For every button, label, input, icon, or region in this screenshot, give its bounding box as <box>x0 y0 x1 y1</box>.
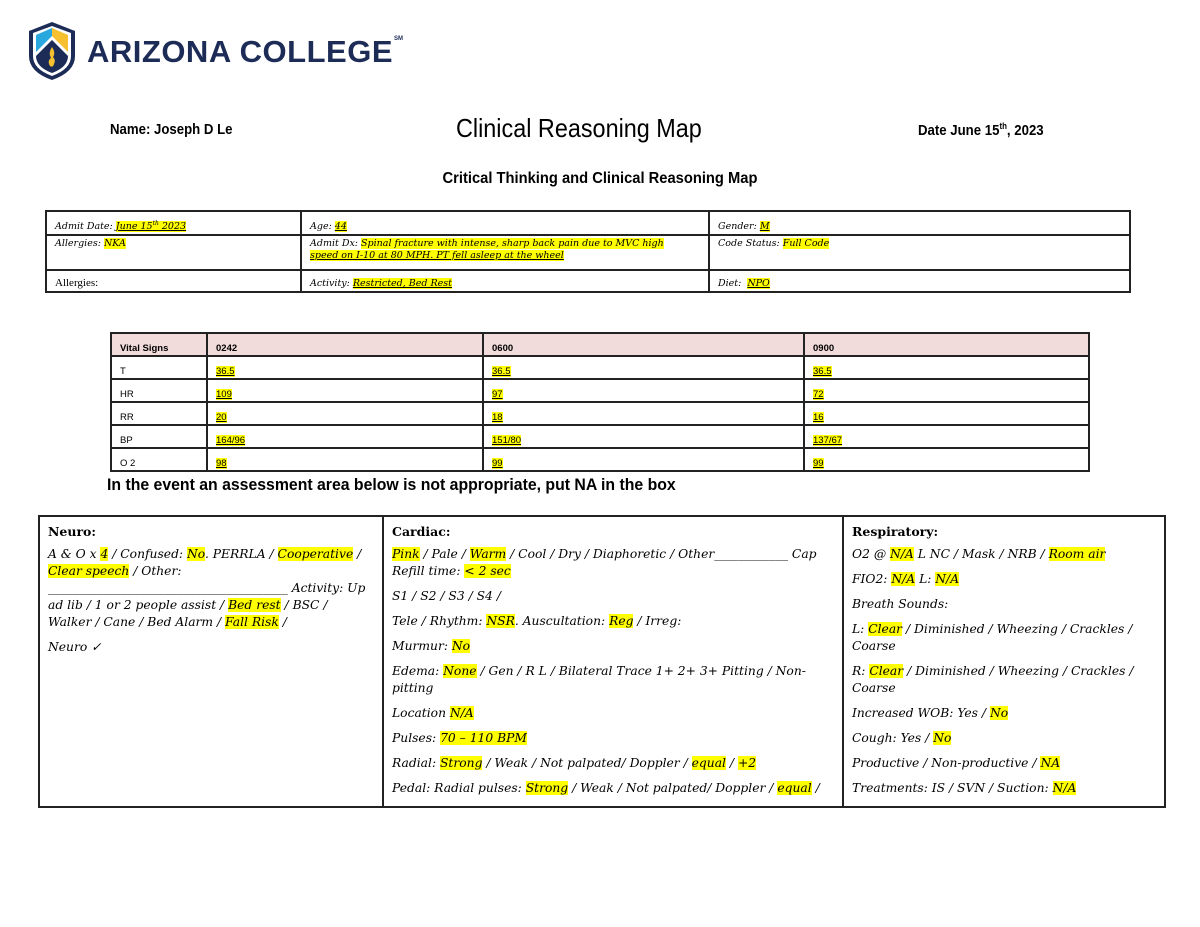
resp-cough: Cough: Yes / No <box>852 731 952 745</box>
shield-flame-icon <box>27 20 77 82</box>
vital-signs-table <box>110 332 1090 472</box>
neuro-details: A & O x 4 / Confused: No. PERRLA / Cooperative / Clear speech / Other: _______________________________________ Activity: Up ad lib / 1 or 2 people assist / Bed rest / BSC / Walker / Cane / Bed Alarm / Fall Risk / <box>48 547 366 629</box>
cardiac-section <box>383 516 843 807</box>
vitals-header-row <box>111 333 1089 356</box>
vitals-row-bp: BP 164/96 151/80 137/67 <box>111 425 1089 448</box>
cardiac-pedal: Pedal: Radial pulses: Strong / Weak / Not palpated/ Doppler / equal / <box>392 781 820 795</box>
patient-info-table <box>45 210 1131 293</box>
resp-right-lung: R: Clear / Diminished / Wheezing / Crackles / Coarse <box>852 664 1134 695</box>
neuro-check: Neuro ✓ <box>48 640 102 654</box>
respiratory-section <box>843 516 1165 807</box>
gender-cell: Gender: M <box>709 211 1130 235</box>
assessment-instructions: In the event an assessment area below is not appropriate, put NA in the box <box>107 475 676 494</box>
allergies-secondary-cell: Allergies: <box>46 270 301 292</box>
diet-cell: Diet: NPO <box>709 270 1130 292</box>
code-status-cell: Code Status: Full Code <box>709 235 1130 270</box>
admit-dx-cell: Admit Dx: Spinal fracture with intense, sharp back pain due to MVC high speed on I-10 at 80 MPH. PT fell asleep at the wheel <box>301 235 709 270</box>
cardiac-heart-sounds: S1 / S2 / S3 / S4 / <box>392 589 501 603</box>
vitals-row-temp: T 36.5 36.5 36.5 <box>111 356 1089 379</box>
assessment-table <box>38 515 1166 808</box>
admit-date-value: June 15th 2023 <box>115 219 187 232</box>
service-mark: SM <box>394 36 404 42</box>
vitals-header: Vital Signs <box>111 333 207 356</box>
resp-wob: Increased WOB: Yes / No <box>852 706 1009 720</box>
allergies-cell: Allergies: NKA <box>46 235 301 270</box>
resp-left-lung: L: Clear / Diminished / Wheezing / Crackles / Coarse <box>852 622 1133 653</box>
vital-label: HR <box>111 379 207 402</box>
college-name: ARIZONA COLLEGE <box>87 34 394 69</box>
cardiac-location: Location N/A <box>392 706 474 720</box>
cardiac-pulses: Pulses: 70 – 110 BPM <box>392 731 527 745</box>
cardiac-skin: Pink / Pale / Warm / Cool / Dry / Diaphoretic / Other____________ Cap Refill time: < 2 sec <box>392 547 817 578</box>
report-date: Date June 15th, 2023 <box>918 121 1044 139</box>
resp-fio2: FIO2: N/A L: N/A <box>852 572 960 586</box>
vital-label: T <box>111 356 207 379</box>
resp-breath-sounds: Breath Sounds: <box>852 597 949 611</box>
resp-productive: Productive / Non-productive / NA <box>852 756 1061 770</box>
page-subtitle: Critical Thinking and Clinical Reasoning Map <box>442 170 758 187</box>
vitals-time-0900: 0900 <box>804 333 1089 356</box>
student-name: Name: Joseph D Le <box>110 121 233 138</box>
arizona-college-logo <box>27 20 403 82</box>
neuro-section <box>39 516 383 807</box>
respiratory-title: Respiratory: <box>852 524 939 539</box>
vital-label: O 2 <box>111 448 207 471</box>
cardiac-radial: Radial: Strong / Weak / Not palpated/ Doppler / equal / +2 <box>392 756 757 770</box>
cardiac-murmur: Murmur: No <box>392 639 471 653</box>
vitals-row-o2: O 2 98 99 99 <box>111 448 1089 471</box>
vital-label: BP <box>111 425 207 448</box>
resp-o2: O2 @ N/A L NC / Mask / NRB / Room air <box>852 547 1106 561</box>
age-cell: Age: 44 <box>301 211 709 235</box>
page-title: Clinical Reasoning Map <box>456 113 702 143</box>
activity-cell: Activity: Restricted, Bed Rest <box>301 270 709 292</box>
vitals-row-hr: HR 109 97 72 <box>111 379 1089 402</box>
vitals-time-0242: 0242 <box>207 333 483 356</box>
cardiac-title: Cardiac: <box>392 524 451 539</box>
admit-date-cell: Admit Date: June 15th 2023 <box>46 211 301 235</box>
cardiac-rhythm: Tele / Rhythm: NSR. Auscultation: Reg / Irreg: <box>392 614 682 628</box>
vitals-row-rr: RR 20 18 16 <box>111 402 1089 425</box>
vital-label: RR <box>111 402 207 425</box>
vitals-time-0600: 0600 <box>483 333 804 356</box>
neuro-title: Neuro: <box>48 524 97 539</box>
cardiac-edema: Edema: None / Gen / R L / Bilateral Trace 1+ 2+ 3+ Pitting / Non-pitting <box>392 664 806 695</box>
resp-treatments: Treatments: IS / SVN / Suction: N/A <box>852 781 1077 795</box>
